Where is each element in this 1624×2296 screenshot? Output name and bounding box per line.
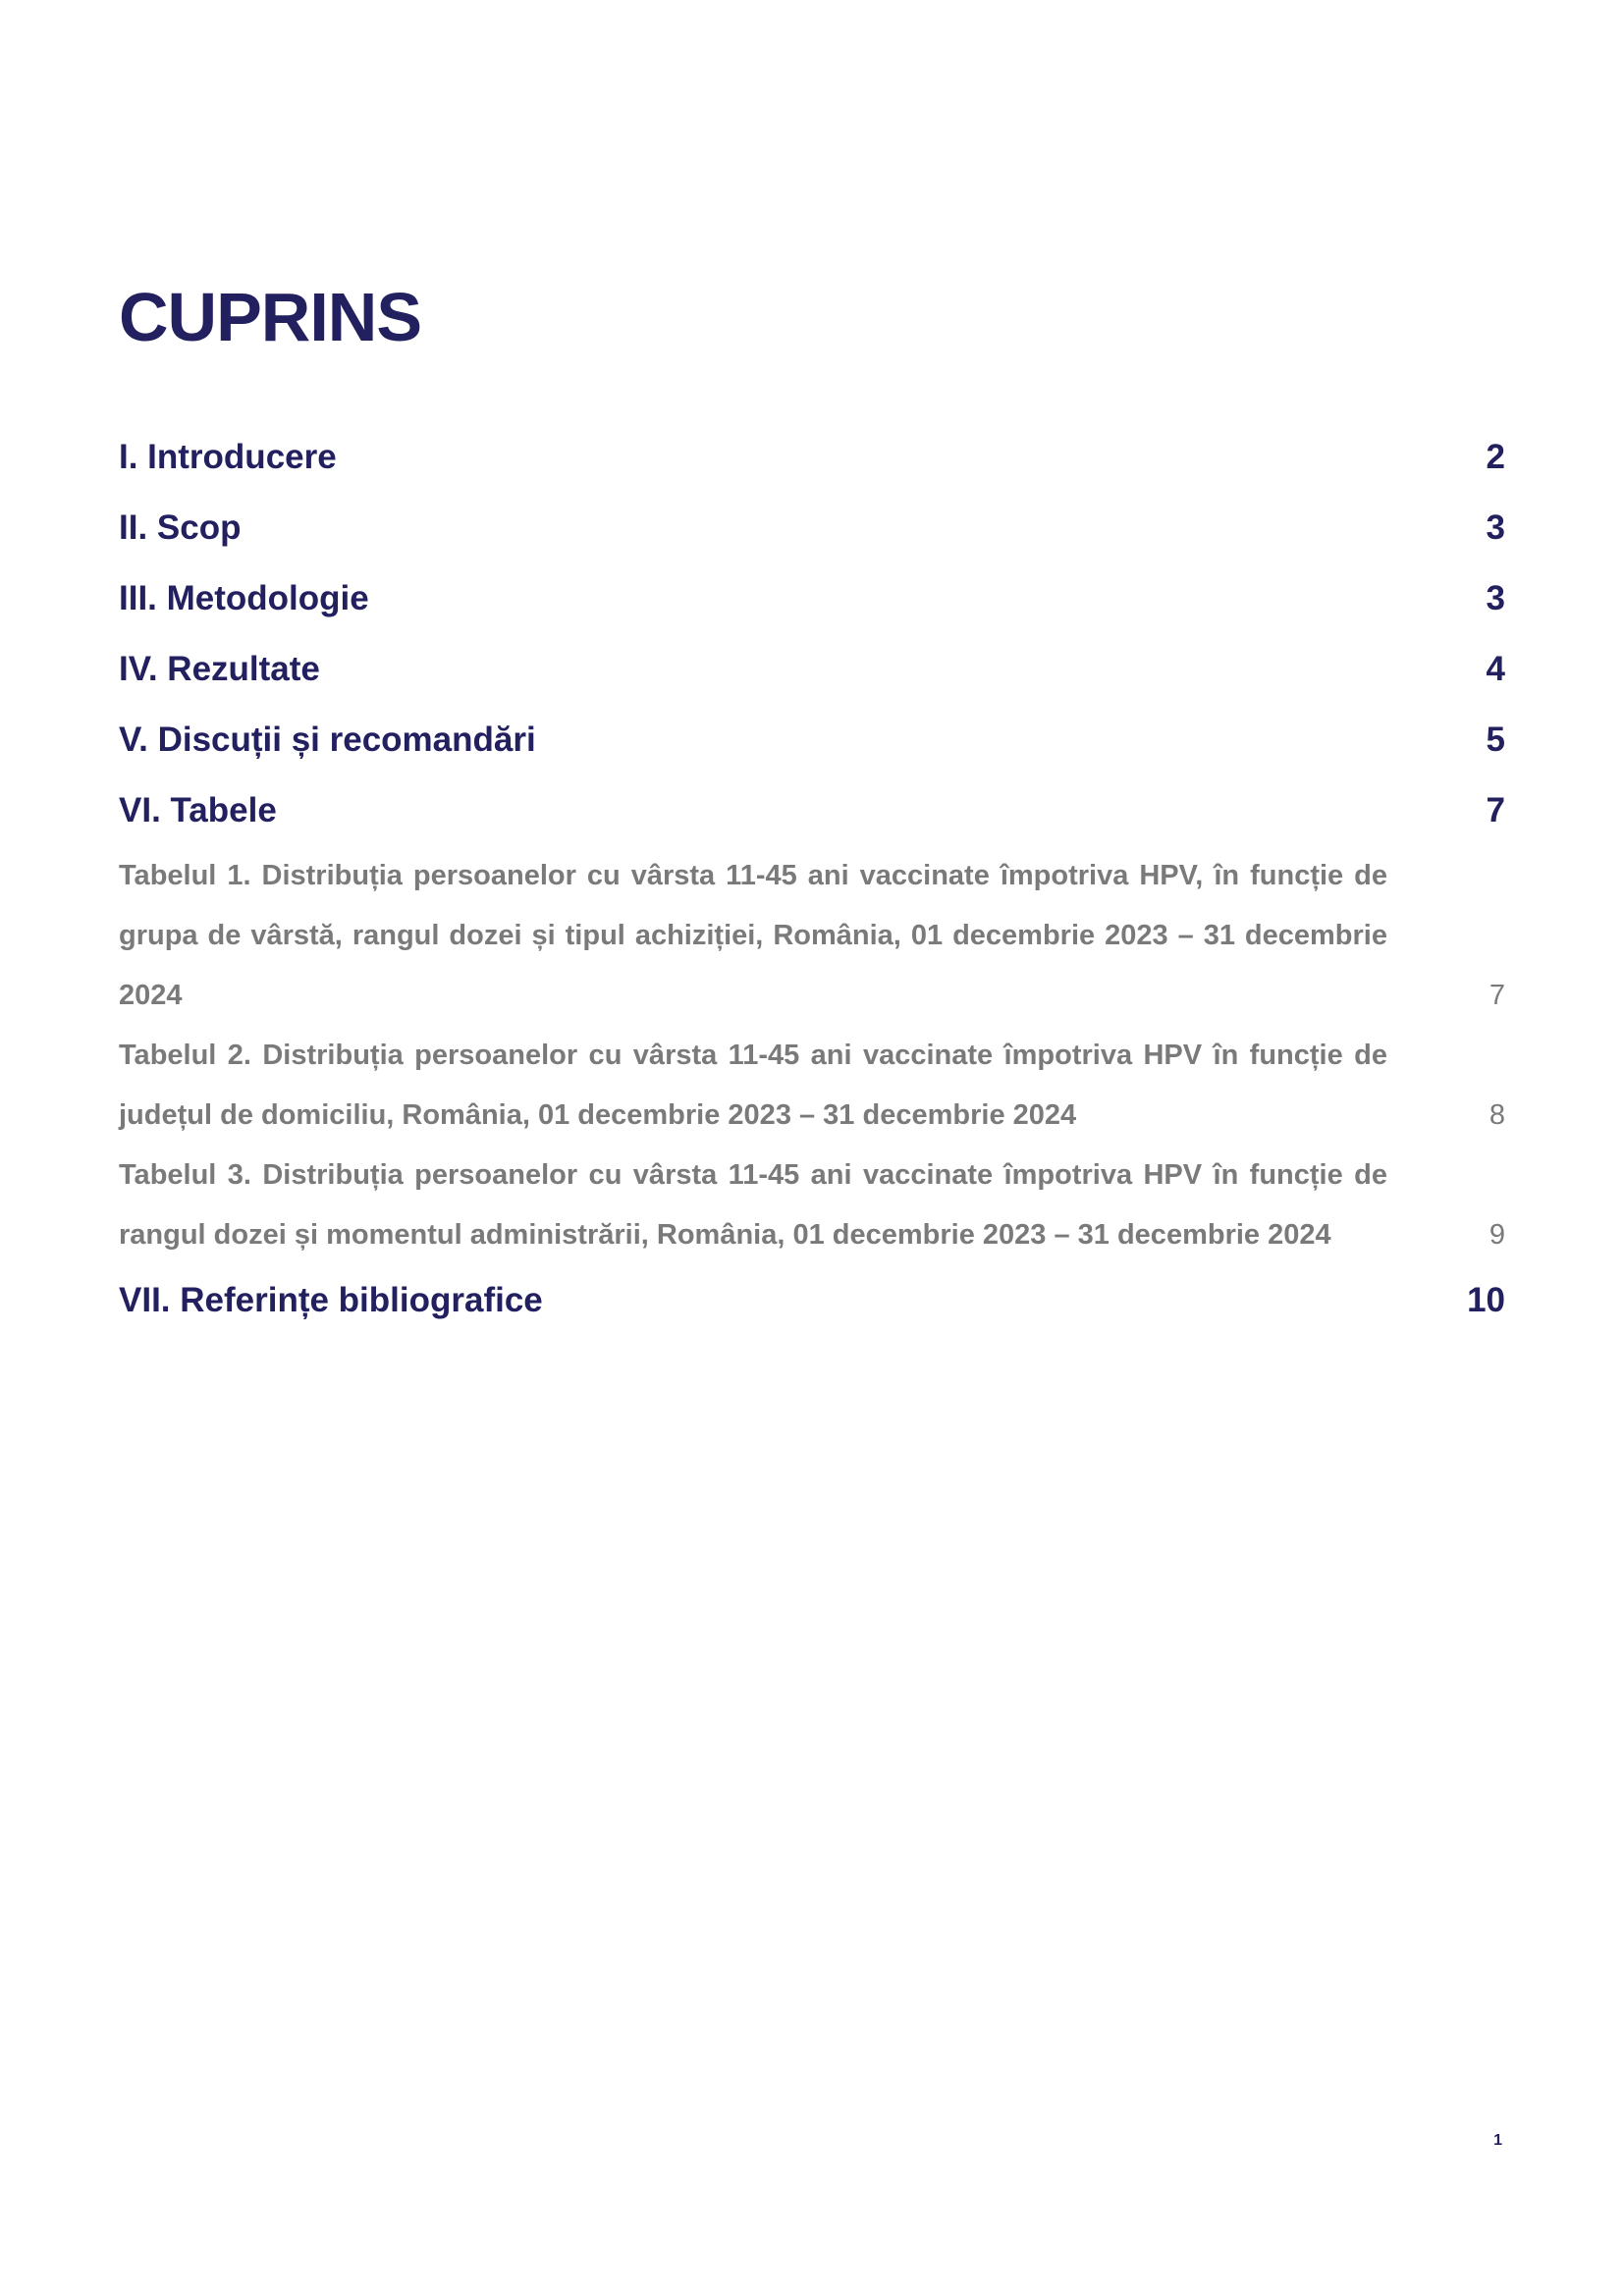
toc-subentry-page: 8: [1489, 1099, 1505, 1131]
toc-entry-discutii[interactable]: [119, 705, 1505, 775]
toc-entry-label: VII. Referințe bibliografice: [119, 1281, 543, 1319]
toc-entry-label: V. Discuții și recomandări: [119, 721, 536, 759]
toc-subentry-page: 9: [1489, 1219, 1505, 1251]
toc-entry-scop[interactable]: [119, 493, 1505, 563]
toc-entry-label: I. Introducere: [119, 438, 337, 476]
toc-entry-page: 2: [1486, 438, 1505, 476]
toc-entry-page: 7: [1486, 791, 1505, 829]
toc-entry-page: 5: [1486, 721, 1505, 759]
toc-entry-label: VI. Tabele: [119, 791, 277, 829]
toc-entry-page: 3: [1486, 579, 1505, 617]
page-title: CUPRINS: [119, 279, 422, 355]
toc-subentry-tabelul-2[interactable]: [119, 1026, 1505, 1146]
toc-entry-tabele[interactable]: [119, 775, 1505, 846]
toc-entry-introducere[interactable]: [119, 422, 1505, 493]
toc-entry-page: 10: [1467, 1281, 1505, 1319]
toc-entry-label: II. Scop: [119, 508, 242, 547]
table-of-contents: [119, 422, 1505, 1336]
toc-subentry-label: Tabelul 3. Distribuția persoanelor cu vârsta 11-45 ani vaccinate împotriva HPV în funcție de rangul dozei și momentul administrării, România, 01 decembrie 2023 – 31 decembrie 2024: [119, 1159, 1387, 1251]
toc-entry-page: 3: [1486, 508, 1505, 547]
toc-entry-referinte[interactable]: [119, 1265, 1505, 1336]
toc-subentry-tabelul-3[interactable]: [119, 1146, 1505, 1265]
toc-entry-label: IV. Rezultate: [119, 650, 320, 688]
toc-subentry-tabelul-1[interactable]: [119, 846, 1505, 1026]
toc-entry-page: 4: [1486, 650, 1505, 688]
page-number: 1: [1493, 2132, 1502, 2149]
toc-entry-metodologie[interactable]: [119, 563, 1505, 634]
toc-subentry-label: Tabelul 2. Distribuția persoanelor cu vârsta 11-45 ani vaccinate împotriva HPV în funcție de județul de domiciliu, România, 01 decembrie 2023 – 31 decembrie 2024: [119, 1040, 1387, 1131]
toc-entry-rezultate[interactable]: [119, 634, 1505, 705]
toc-subentry-label: Tabelul 1. Distribuția persoanelor cu vârsta 11-45 ani vaccinate împotriva HPV, în funcție de grupa de vârstă, rangul dozei și tipul achiziției, România, 01 decembrie 2023 – 31 decembrie 2024: [119, 860, 1387, 1011]
toc-subentry-page: 7: [1489, 980, 1505, 1011]
toc-entry-label: III. Metodologie: [119, 579, 369, 617]
